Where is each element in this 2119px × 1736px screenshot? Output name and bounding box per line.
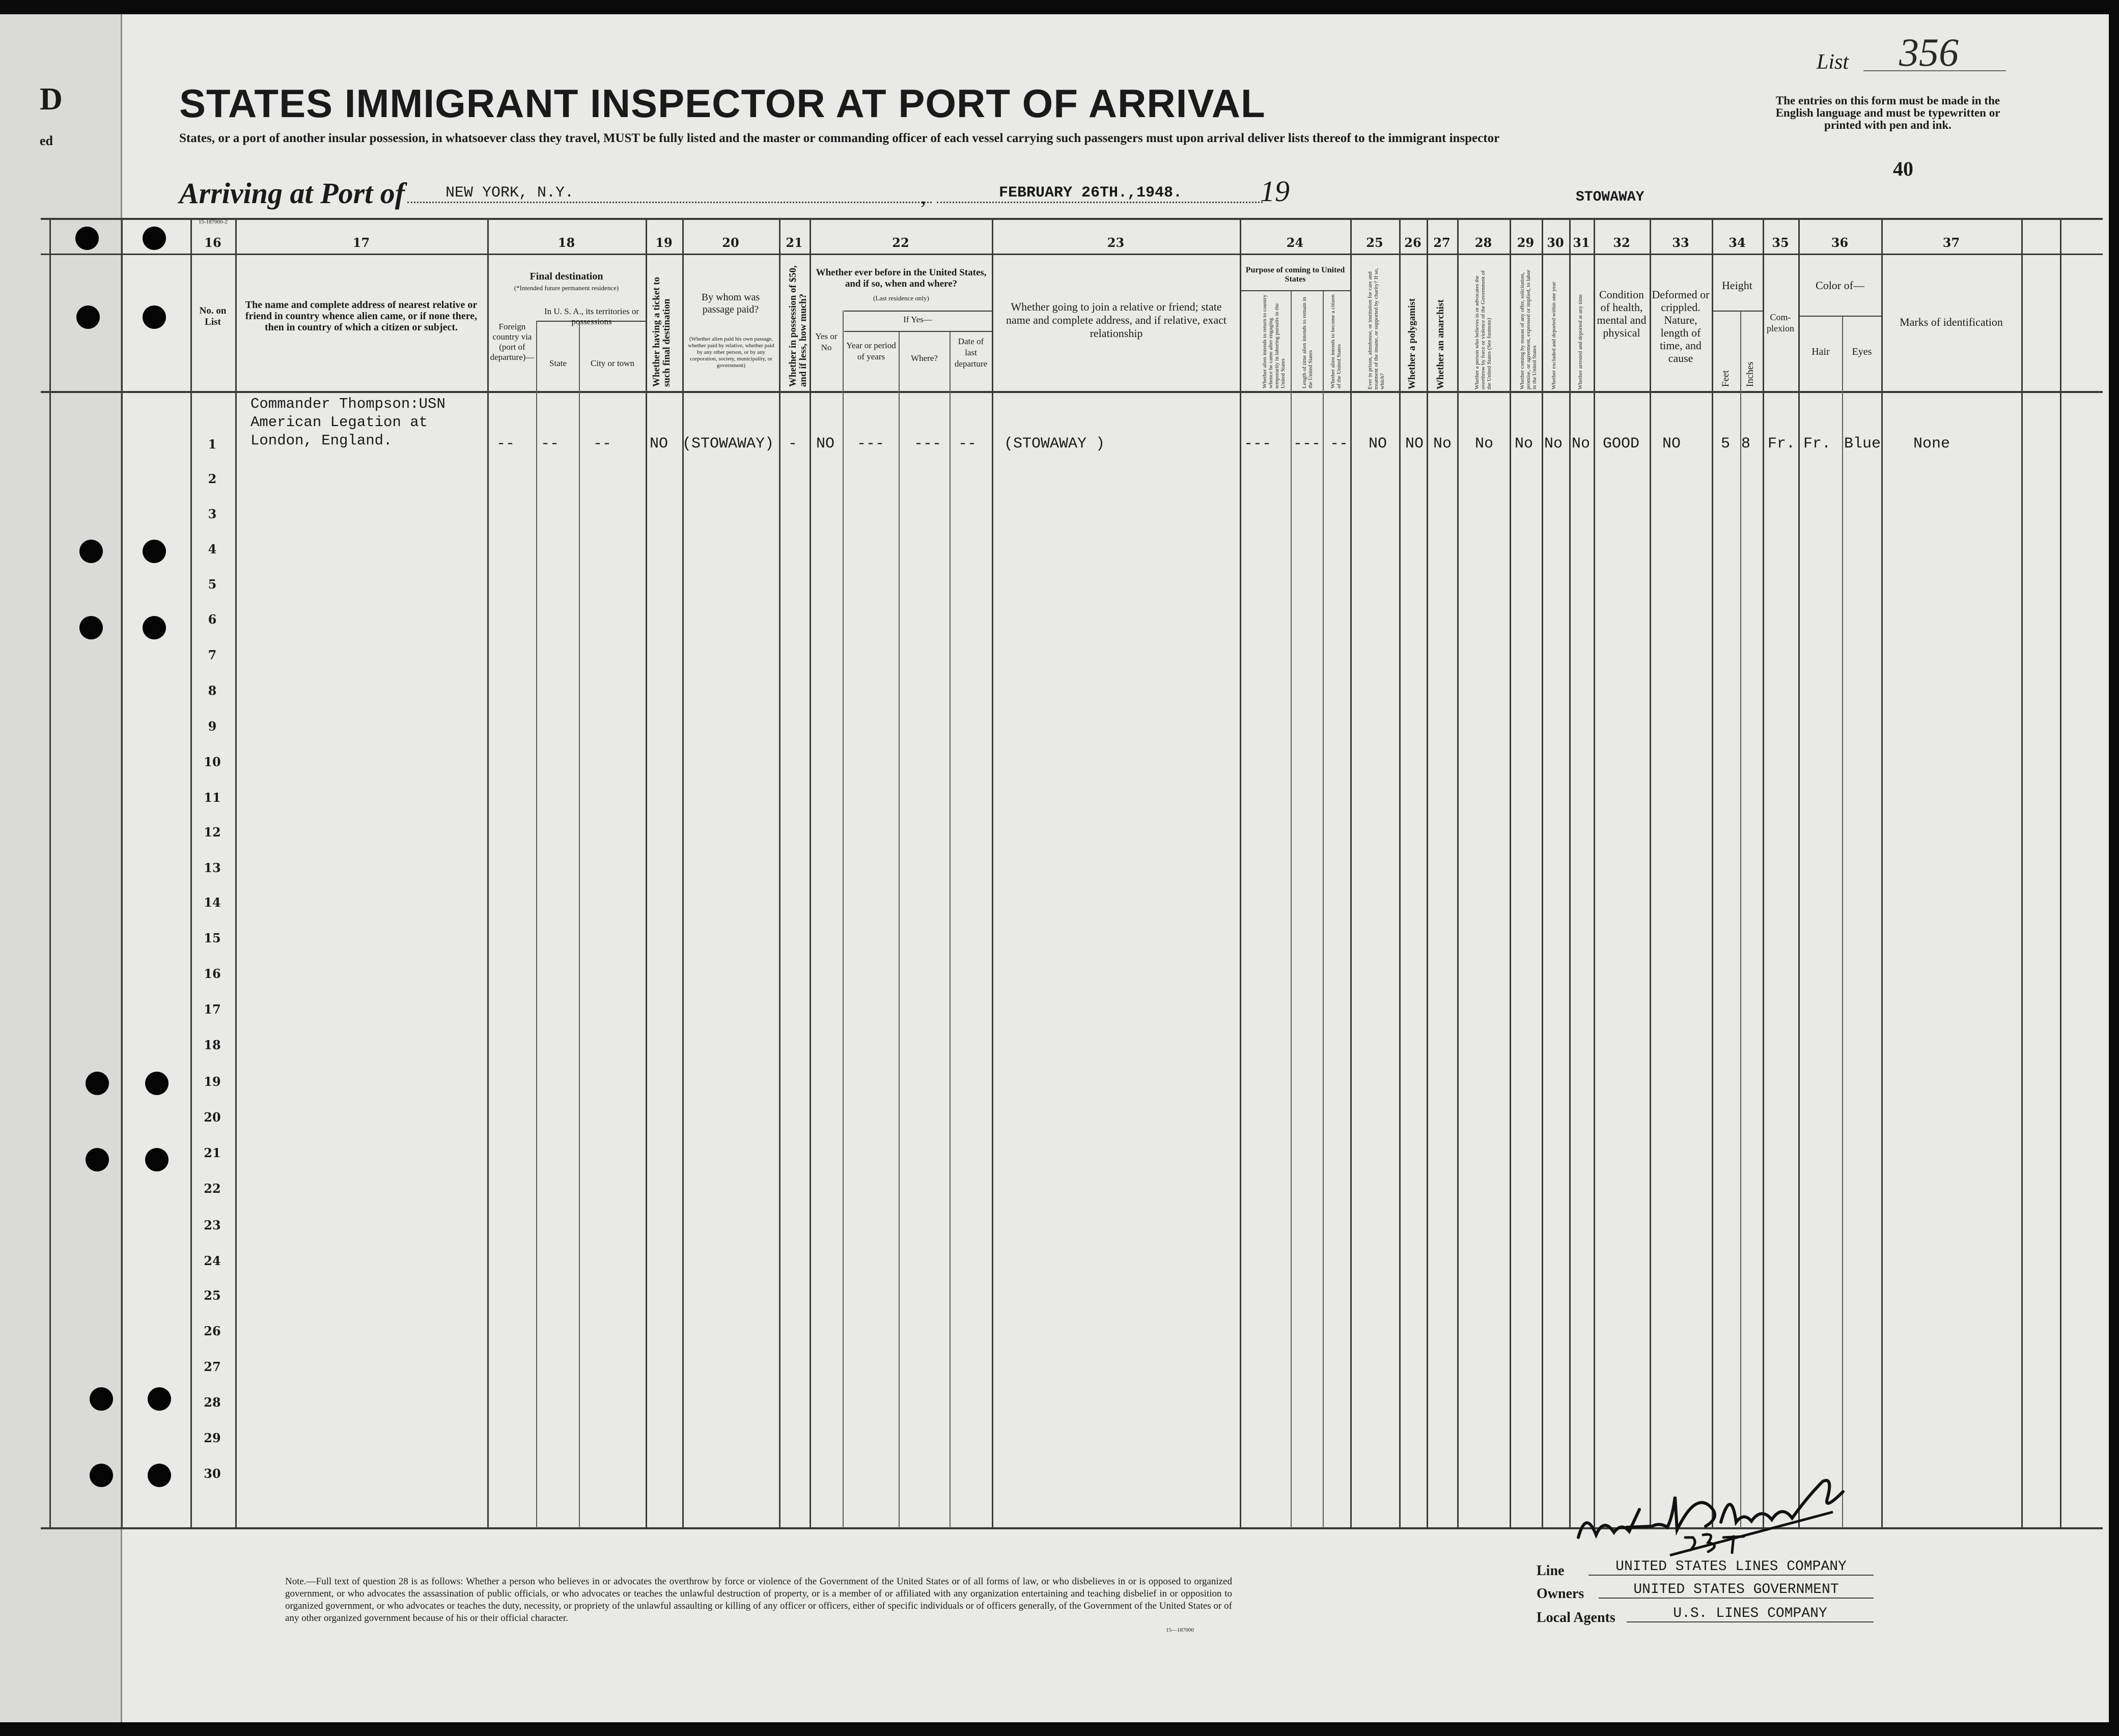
row-number: 9 xyxy=(208,719,217,734)
header-inches: Inches xyxy=(1745,361,1755,387)
punch-hole xyxy=(90,1387,113,1411)
left-fragment-title: D xyxy=(40,82,63,117)
punch-hole xyxy=(90,1464,113,1487)
row-number: 20 xyxy=(204,1110,221,1125)
header-complexion: Com-plexion xyxy=(1767,312,1794,333)
header-condition-of-health: Condition of health, mental and physical xyxy=(1597,288,1647,339)
punch-hole xyxy=(86,1148,109,1171)
header-color-of: Color of— xyxy=(1816,279,1864,292)
handwritten-text: Noted P Jordan 831 xyxy=(1568,1461,1574,1462)
column-number-27: 27 xyxy=(1433,235,1451,250)
column-number-18: 18 xyxy=(557,235,575,250)
comma-separator: , xyxy=(921,184,926,209)
entry-before-date: -- xyxy=(958,435,977,453)
punch-hole xyxy=(143,540,166,563)
entry-polygamist: NO xyxy=(1405,435,1424,453)
row-number: 19 xyxy=(204,1074,221,1089)
entry-before-where: --- xyxy=(914,435,942,453)
punch-hole xyxy=(145,1072,169,1095)
punch-hole xyxy=(143,227,166,250)
column-number-31: 31 xyxy=(1573,235,1590,250)
agents-value: U.S. LINES COMPANY xyxy=(1627,1606,1874,1622)
header-if-yes: If Yes— xyxy=(903,315,932,324)
relative-line-3: London, England. xyxy=(250,432,393,449)
arrival-date: FEBRUARY 26TH.,1948. xyxy=(999,184,1183,202)
relative-line-2: American Legation at xyxy=(250,414,428,431)
header-final-destination: Final destination xyxy=(529,271,603,282)
column-number-19: 19 xyxy=(655,235,673,250)
column-number-34: 34 xyxy=(1728,235,1746,250)
punch-hole xyxy=(143,305,166,329)
owners-value: UNITED STATES GOVERNMENT xyxy=(1599,1582,1874,1599)
column-number-16: 16 xyxy=(204,235,221,250)
column-number-32: 32 xyxy=(1613,235,1630,250)
header-ever-before-in-us: Whether ever before in the United States, and if so, when and where? xyxy=(816,267,987,289)
row-number: 23 xyxy=(204,1218,221,1233)
column-number-33: 33 xyxy=(1672,235,1689,250)
relative-line-1: Commander Thompson:USN xyxy=(250,396,445,412)
punch-hole xyxy=(79,616,103,639)
row-number: 5 xyxy=(208,577,217,592)
row-number: 10 xyxy=(204,754,221,769)
entry-prison: NO xyxy=(1369,435,1387,453)
entry-overthrow: No xyxy=(1475,435,1494,453)
column-number-22: 22 xyxy=(892,235,909,250)
header-anarchist: Whether an anarchist xyxy=(1435,299,1446,389)
header-purpose-return: Whether alien intends to return to country whence he came after engaging temporarily in laboring pursuits in the United States xyxy=(1262,294,1286,388)
entry-purpose-citizen: -- xyxy=(1330,435,1349,453)
row-number: 2 xyxy=(208,471,217,486)
punch-hole xyxy=(148,1387,171,1411)
header-prison: Ever in prison, almshouse, or institution for care and treatment of the insane, or supported by charity? If so, which? xyxy=(1367,268,1385,389)
row-number: 22 xyxy=(204,1181,221,1196)
column-number-35: 35 xyxy=(1772,235,1789,250)
header-marks: Marks of identification xyxy=(1900,316,2003,328)
header-eyes: Eyes xyxy=(1852,346,1872,357)
header-overthrow: Whether a person who believes in or advocates the overthrow by force or violence of the Government of the United States (See footnote) xyxy=(1474,270,1492,389)
entry-purpose-length: --- xyxy=(1293,435,1321,453)
row-number: 21 xyxy=(204,1145,221,1160)
column-number-30: 30 xyxy=(1547,235,1564,250)
owners-label: Owners xyxy=(1537,1586,1584,1602)
list-label: List xyxy=(1817,50,1849,74)
line-value: UNITED STATES LINES COMPANY xyxy=(1588,1559,1874,1576)
entry-purpose-return: --- xyxy=(1244,435,1272,453)
entry-hair: Fr. xyxy=(1803,435,1831,453)
punch-hole xyxy=(86,1072,109,1095)
header-purpose: Purpose of coming to United States xyxy=(1245,266,1345,284)
form-code: 15-187000-2 xyxy=(199,219,228,225)
row-number: 6 xyxy=(208,612,217,627)
handwritten-annotation xyxy=(1568,1461,1853,1558)
entry-anarchist: No xyxy=(1433,435,1452,453)
entry-labor-offer: No xyxy=(1515,435,1534,453)
header-bottom-rule xyxy=(41,391,2103,393)
column-number-17: 17 xyxy=(352,235,370,250)
header-date-of-last-departure: Date of last departure xyxy=(954,337,988,369)
column-number-23: 23 xyxy=(1107,235,1125,250)
header-arrested: Whether arrested and deported at any time xyxy=(1577,294,1583,389)
punch-hole xyxy=(75,227,99,250)
column-number-rule xyxy=(41,254,2103,255)
row-number: 28 xyxy=(204,1395,221,1410)
row-number: 14 xyxy=(204,895,221,910)
entry-deformed: NO xyxy=(1662,435,1681,453)
header-ticket: Whether having a ticket to such final destination xyxy=(651,276,672,387)
entry-ticket: NO xyxy=(650,435,668,453)
row-number: 4 xyxy=(208,542,217,556)
header-height: Height xyxy=(1722,279,1752,292)
entry-excluded: No xyxy=(1544,435,1563,453)
footnote-code: 15—187000 xyxy=(1166,1627,1194,1633)
header-year-or-period: Year or period of years xyxy=(846,341,896,361)
agents-label: Local Agents xyxy=(1537,1610,1615,1626)
footnote-question-28: Note.—Full text of question 28 is as follows: Whether a person who believes in or advocates the overthrow by force or violence of the Government of the United States or of all forms of law, or who disbelieves in or is opposed to organized government, or who advocates the assassination of public officials, or who advocates or teaches the unlawful destruction of property, or is a member of or affiliated with any organization entertaining and teaching disbelief in or opposition to organized government, or who advocates or teaches the duty, necessity, or propriety of the unlawful assaulting or killing of any officer or officers, either of specific individuals or of officers generally, of the Government of the United States or of any other organized government because of his or their official character. xyxy=(285,1576,1232,1623)
column-number-28: 28 xyxy=(1474,235,1492,250)
column-number-36: 36 xyxy=(1831,235,1849,250)
port-value: NEW YORK, N.Y. xyxy=(445,184,574,202)
entry-before-yes-no: NO xyxy=(816,435,835,453)
header-city-or-town: City or town xyxy=(591,358,634,368)
header-labor-offer: Whether coming by reason of any offer, solicitation, promise, or agreement, expressed or implied, to labor in the United States xyxy=(1519,269,1538,389)
entry-joining: (STOWAWAY ) xyxy=(1004,435,1105,453)
punch-hole xyxy=(76,305,100,329)
table-top-border xyxy=(41,218,2103,220)
header-hair: Hair xyxy=(1811,346,1830,357)
column-number-37: 37 xyxy=(1942,235,1960,250)
entry-inches: 8 xyxy=(1741,435,1751,453)
left-fragment-subtitle: ed xyxy=(40,133,53,148)
punch-hole xyxy=(79,540,103,563)
header-passage-paid: By whom was passage paid? xyxy=(701,292,760,315)
header-fifty-dollars: Whether in possession of $50, and if less, how much? xyxy=(788,265,808,387)
form-subtitle: States, or a port of another insular possession, in whatsoever class they travel, MUST be fully listed and the master or commanding officer of each vessel carrying such passengers must upon arrival deliver lists thereof to the immigrant inspector xyxy=(179,131,1500,145)
header-relative-address: The name and complete address of nearest relative or friend in country whence alien came, or if none there, then in country of which a citizen or subject. xyxy=(245,299,478,333)
header-foreign-country: Foreign country via (port of departure)— xyxy=(490,322,535,362)
entry-state: -- xyxy=(541,435,560,453)
header-polygamist: Whether a polygamist xyxy=(1407,298,1417,389)
arriving-label: Arriving at Port of xyxy=(179,177,405,210)
row-number: 29 xyxy=(204,1431,221,1445)
row-number: 25 xyxy=(204,1288,221,1303)
entry-fifty-dollars: - xyxy=(788,435,798,453)
entry-complexion: Fr. xyxy=(1768,435,1796,453)
entry-feet: 5 xyxy=(1721,435,1731,453)
header-final-destination-note: (*Intended future permanent residence) xyxy=(514,284,619,292)
header-excluded: Whether excluded and deported within one year xyxy=(1551,282,1557,389)
punch-hole xyxy=(145,1148,169,1171)
header-passage-paid-note: (Whether alien paid his own passage, whether paid by relative, whether paid by any other person, or by any corporation, society, municipality, or government) xyxy=(688,336,774,369)
entry-passage-paid: (STOWAWAY) xyxy=(682,435,774,453)
punch-hole xyxy=(148,1464,171,1487)
row-number: 26 xyxy=(204,1324,221,1338)
header-state: State xyxy=(549,358,567,368)
column-number-20: 20 xyxy=(722,235,739,250)
entry-arrested: No xyxy=(1572,435,1591,453)
entry-before-year: --- xyxy=(857,435,885,453)
page-number: 40 xyxy=(1893,157,1913,180)
entry-foreign-country: -- xyxy=(496,435,515,453)
row-number: 3 xyxy=(208,507,217,521)
header-going-to-join: Whether going to join a relative or friend; state name and complete address, and if relative, exact relationship xyxy=(1006,300,1227,340)
header-number-on-list: No. on List xyxy=(199,305,227,327)
header-purpose-length: Length of time alien intends to remain in the United States xyxy=(1301,297,1314,388)
column-number-21: 21 xyxy=(786,235,803,250)
row-number: 18 xyxy=(204,1038,221,1052)
line-label: Line xyxy=(1537,1563,1565,1579)
row-number: 16 xyxy=(204,966,221,981)
column-number-29: 29 xyxy=(1517,235,1535,250)
entry-health: GOOD xyxy=(1603,435,1640,453)
entry-relative-address xyxy=(250,395,445,450)
row-number: 30 xyxy=(204,1466,221,1481)
row-number: 17 xyxy=(204,1002,221,1017)
column-number-26: 26 xyxy=(1404,235,1421,250)
header-in-usa: In U. S. A., its territories or possessions xyxy=(544,306,639,326)
class-note: STOWAWAY xyxy=(1576,189,1644,205)
row-number: 24 xyxy=(204,1253,221,1268)
form-instructions: The entries on this form must be made in the English language and must be typewritten or printed with pen and ink. xyxy=(1775,94,2000,131)
row-number: 7 xyxy=(208,648,217,662)
punch-hole xyxy=(143,616,166,639)
row-number: 8 xyxy=(208,683,217,698)
row-number: 12 xyxy=(204,825,221,839)
form-title: STATES IMMIGRANT INSPECTOR AT PORT OF ARRIVAL xyxy=(179,81,1266,126)
header-ever-before-note: (Last residence only) xyxy=(873,294,929,302)
header-feet: Feet xyxy=(1720,370,1731,387)
column-number-25: 25 xyxy=(1366,235,1383,250)
column-number-24: 24 xyxy=(1286,235,1304,250)
year-label: 19 xyxy=(1260,175,1290,208)
date-underline xyxy=(937,202,1263,203)
port-underline xyxy=(407,202,932,203)
header-yes-or-no: Yes or No xyxy=(815,331,838,352)
row-number: 15 xyxy=(204,931,221,945)
header-deformed: Deformed or crippled. Nature, length of time, and cause xyxy=(1652,288,1710,365)
header-purpose-citizen: Whether alien intends to become a citizen of the United States xyxy=(1330,294,1342,388)
entry-marks: None xyxy=(1913,435,1950,453)
row-number: 1 xyxy=(208,437,217,452)
list-number: 356 xyxy=(1899,30,1959,74)
entry-eyes: Blue xyxy=(1844,435,1881,453)
header-where: Where? xyxy=(911,353,938,363)
row-number: 27 xyxy=(204,1359,221,1374)
row-number: 11 xyxy=(204,790,221,805)
entry-city: -- xyxy=(593,435,612,453)
row-number: 13 xyxy=(204,860,221,875)
